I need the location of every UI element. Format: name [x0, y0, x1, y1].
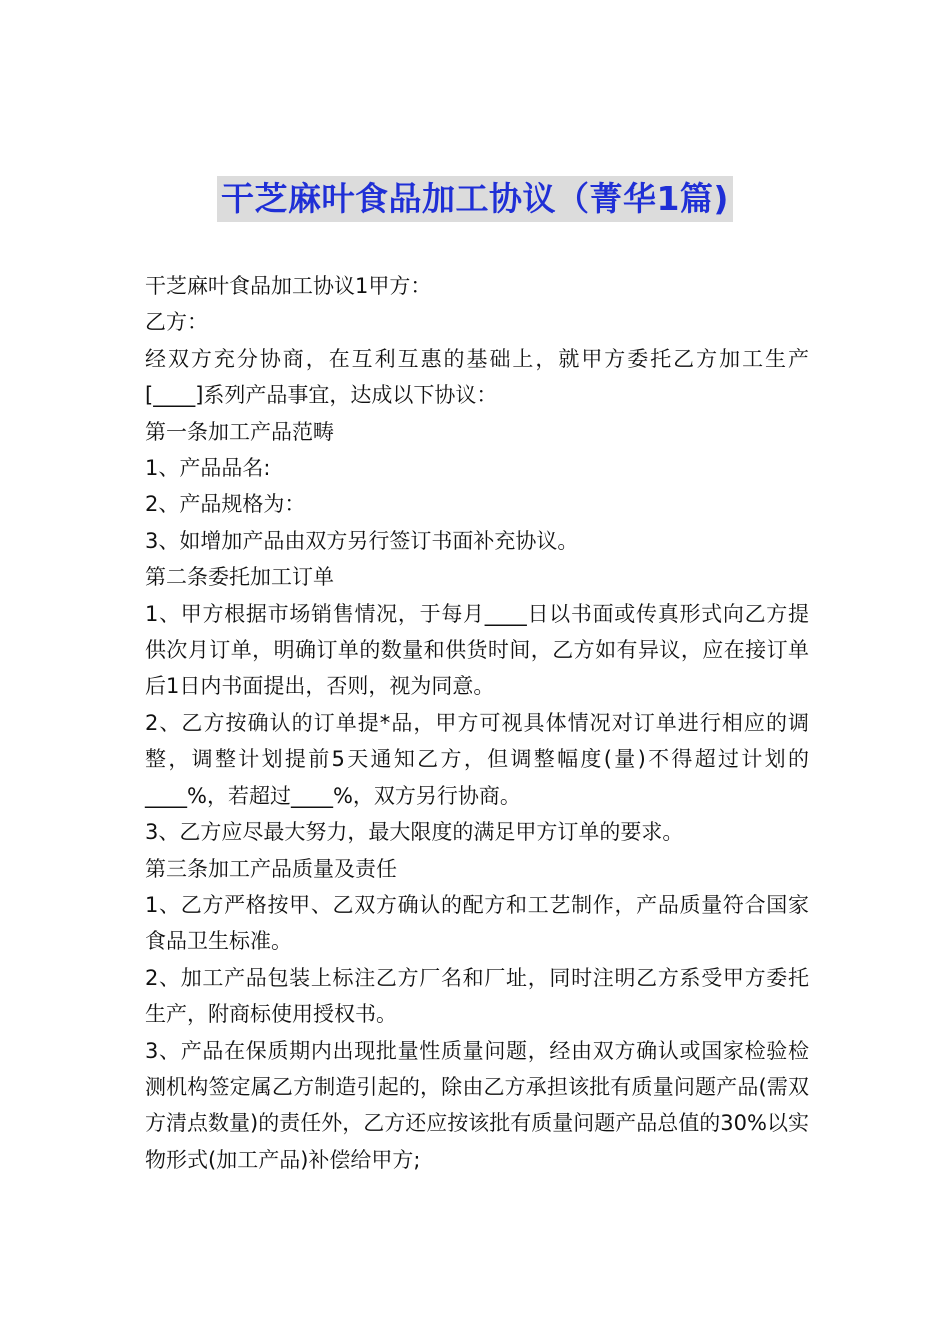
clause-2-2: 2、乙方按确认的订单提*品，甲方可视具体情况对订单进行相应的调整，调整计划提前5天通知乙方，但调整幅度(量)不得超过计划的____%，若超过____%，双方另行协商。 — [145, 710, 809, 808]
paragraph-party-a: 干芝麻叶食品加工协议1甲方： — [145, 274, 432, 298]
clause-3-2: 2、加工产品包装上标注乙方厂名和厂址，同时注明乙方系受甲方委托生产，附商标使用授权书。 — [145, 965, 809, 1027]
title-container — [0, 176, 950, 222]
clause-1-1: 1、产品品名: — [145, 456, 271, 481]
clause-1-3: 3、如增加产品由双方另行签订书面补充协议。 — [145, 528, 579, 553]
clause-2-3: 3、乙方应尽最大努力，最大限度的满足甲方订单的要求。 — [145, 820, 684, 845]
clause-3-1: 1、乙方严格按甲、乙双方确认的配方和工艺制作，产品质量符合国家食品卫生标准。 — [145, 892, 809, 954]
document-body — [145, 268, 809, 1178]
section-heading-3: 第三条加工产品质量及责任 — [145, 856, 397, 881]
document-title: 干芝麻叶食品加工协议（菁华1篇) — [217, 176, 733, 222]
clause-1-2: 2、产品规格为： — [145, 492, 306, 517]
clause-2-1: 1、甲方根据市场销售情况，于每月____日以书面或传真形式向乙方提供次月订单，明确订单的数量和供货时间，乙方如有异议，应在接订单后1日内书面提出，否则，视为同意。 — [145, 601, 809, 699]
section-heading-2: 第二条委托加工订单 — [145, 565, 334, 590]
section-heading-1: 第一条加工产品范畴 — [145, 419, 334, 444]
paragraph-party-b: 乙方： — [145, 310, 208, 335]
paragraph-intro: 经双方充分协商，在互利互惠的基础上，就甲方委托乙方加工生产[____]系列产品事宜，达成以下协议： — [145, 346, 809, 408]
clause-3-3: 3、产品在保质期内出现批量性质量问题，经由双方确认或国家检验检测机构签定属乙方制造引起的，除由乙方承担该批有质量问题产品(需双方清点数量)的责任外，乙方还应按该批有质量问题产品总值的30%以实物形式(加工产品)补偿给甲方; — [145, 1038, 809, 1172]
